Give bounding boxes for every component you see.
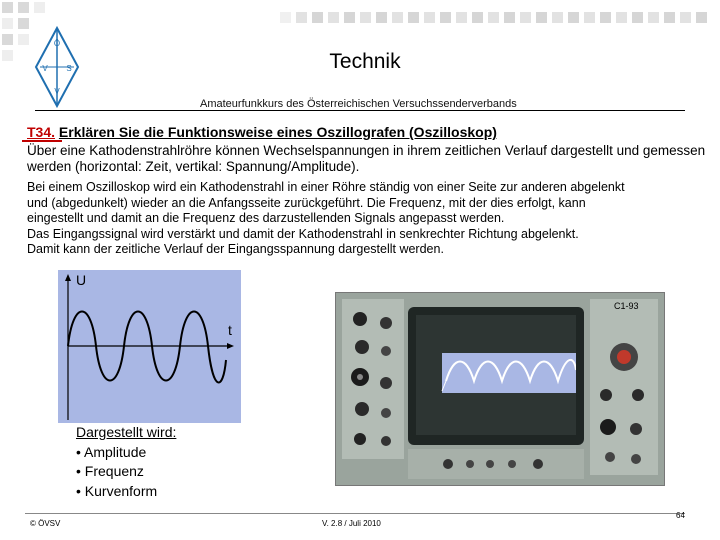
svg-text:Ö: Ö: [53, 39, 61, 48]
sine-graph: [58, 270, 241, 423]
header-divider: [35, 110, 685, 111]
model-label: C1-93: [614, 301, 639, 311]
paragraph-intro: Über eine Kathodenstrahlröhre können Wechselspannungen in ihrem zeitlichen Verlauf dargestellt und gemessen werden (horizontal: Zeit, vertikal: Spannung/Amplitude).: [27, 143, 706, 174]
shown-item: • Frequenz: [76, 463, 144, 479]
paragraph-explanation: [27, 180, 712, 258]
paragraph-line: und (abgedunkelt) wieder an die Anfangsseite zurückgeführt. Die Frequenz, mit der dies erfolgt, kann: [27, 195, 586, 210]
shown-item: • Amplitude: [76, 443, 147, 460]
paragraph-line: eingestellt und damit an die Frequenz des darzustellenden Signals angepasst werden.: [27, 211, 505, 225]
crt-screen: [416, 315, 576, 435]
page-number: 64: [676, 511, 685, 520]
footer-version: V. 2.8 / Juli 2010: [322, 519, 381, 528]
graph-y-label: U: [76, 272, 87, 288]
graph-x-label: t: [228, 322, 232, 338]
shown-item: • Kurvenform: [76, 482, 158, 499]
paragraph-line: Damit kann der zeitliche Verlauf der Eingangsspannung dargestellt werden.: [27, 242, 444, 256]
svg-text:V: V: [54, 87, 60, 96]
shown-heading: Dargestellt wird:: [76, 424, 177, 440]
page-title: Technik: [329, 50, 401, 73]
question-number: T34.: [27, 124, 56, 140]
bottom-panel: [408, 449, 584, 479]
svg-text:V: V: [42, 64, 48, 73]
left-control-panel: [342, 299, 404, 459]
svg-text:S: S: [66, 64, 72, 73]
question-heading: [27, 124, 497, 140]
oscilloscope-image: [335, 292, 665, 486]
question-red-underline: [22, 140, 62, 142]
paragraph-line: Bei einem Oszilloskop wird ein Kathodenstrahl in einer Röhre ständig von einer Seite zur anderen abgelenkt: [27, 180, 625, 194]
screen-bezel: [408, 307, 584, 445]
question-text: Erklären Sie die Funktionsweise eines Oszillografen (Oszilloskop): [58, 124, 497, 140]
paragraph-line: Das Eingangssignal wird verstärkt und damit der Kathodenstrahl in senkrechter Richtung abgelenkt.: [27, 226, 579, 241]
page-subtitle: Amateurfunkkurs des Österreichischen Versuchssenderverbands: [200, 98, 517, 110]
footer-divider: [25, 513, 685, 514]
footer-copyright: © ÖVSV: [30, 519, 61, 528]
right-control-panel: [590, 299, 658, 475]
shown-list: [76, 423, 176, 501]
